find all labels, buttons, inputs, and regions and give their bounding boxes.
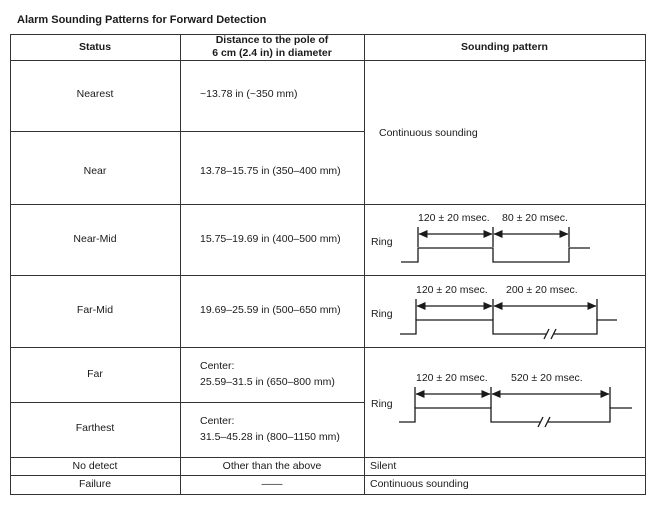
distance-nearest: ~13.78 in (~350 mm) [200, 88, 298, 100]
waveform-far [371, 372, 632, 427]
pattern-failure: Continuous sounding [370, 478, 469, 490]
far-mid-on-duration: 120 ± 20 msec. [416, 284, 488, 296]
status-failure: Failure [78, 478, 112, 490]
distance-failure: —— [261, 478, 283, 490]
far-on-duration: 120 ± 20 msec. [416, 372, 488, 384]
status-no-detect: No detect [72, 460, 118, 472]
far-mid-off-duration: 200 ± 20 msec. [506, 284, 578, 296]
distance-near-mid: 15.75–19.69 in (400–500 mm) [200, 233, 341, 245]
distance-far-line1: Center: [200, 360, 235, 372]
header-distance-line2: 6 cm (2.4 in) in diameter [212, 47, 332, 59]
status-near-mid: Near-Mid [73, 233, 117, 245]
status-near: Near [83, 165, 107, 177]
waveform-near-mid [371, 212, 590, 262]
far-mid-ring-label: Ring [371, 308, 393, 320]
waveform-far-mid [371, 284, 617, 339]
near-mid-on-duration: 120 ± 20 msec. [418, 212, 490, 224]
pattern-silent: Silent [370, 460, 397, 472]
distance-farthest-line2: 31.5–45.28 in (800–1150 mm) [200, 431, 340, 443]
pattern-continuous: Continuous sounding [379, 127, 478, 139]
far-off-duration: 520 ± 20 msec. [511, 372, 583, 384]
distance-far-mid: 19.69–25.59 in (500–650 mm) [200, 304, 341, 316]
distance-near: 13.78–15.75 in (350–400 mm) [200, 165, 341, 177]
near-mid-ring-label: Ring [371, 236, 393, 248]
status-far-mid: Far-Mid [76, 304, 114, 316]
far-ring-label: Ring [371, 398, 393, 410]
header-pattern: Sounding pattern [461, 41, 548, 53]
near-mid-off-duration: 80 ± 20 msec. [502, 212, 568, 224]
status-farthest: Farthest [75, 422, 115, 434]
header-distance-line1: Distance to the pole of [215, 34, 329, 46]
status-nearest: Nearest [76, 88, 114, 100]
distance-far-line2: 25.59–31.5 in (650–800 mm) [200, 376, 335, 388]
header-status: Status [78, 41, 112, 53]
distance-farthest-line1: Center: [200, 415, 235, 427]
table-title: Alarm Sounding Patterns for Forward Detection [17, 14, 267, 26]
distance-no-detect: Other than the above [222, 460, 322, 472]
status-far: Far [87, 368, 103, 380]
